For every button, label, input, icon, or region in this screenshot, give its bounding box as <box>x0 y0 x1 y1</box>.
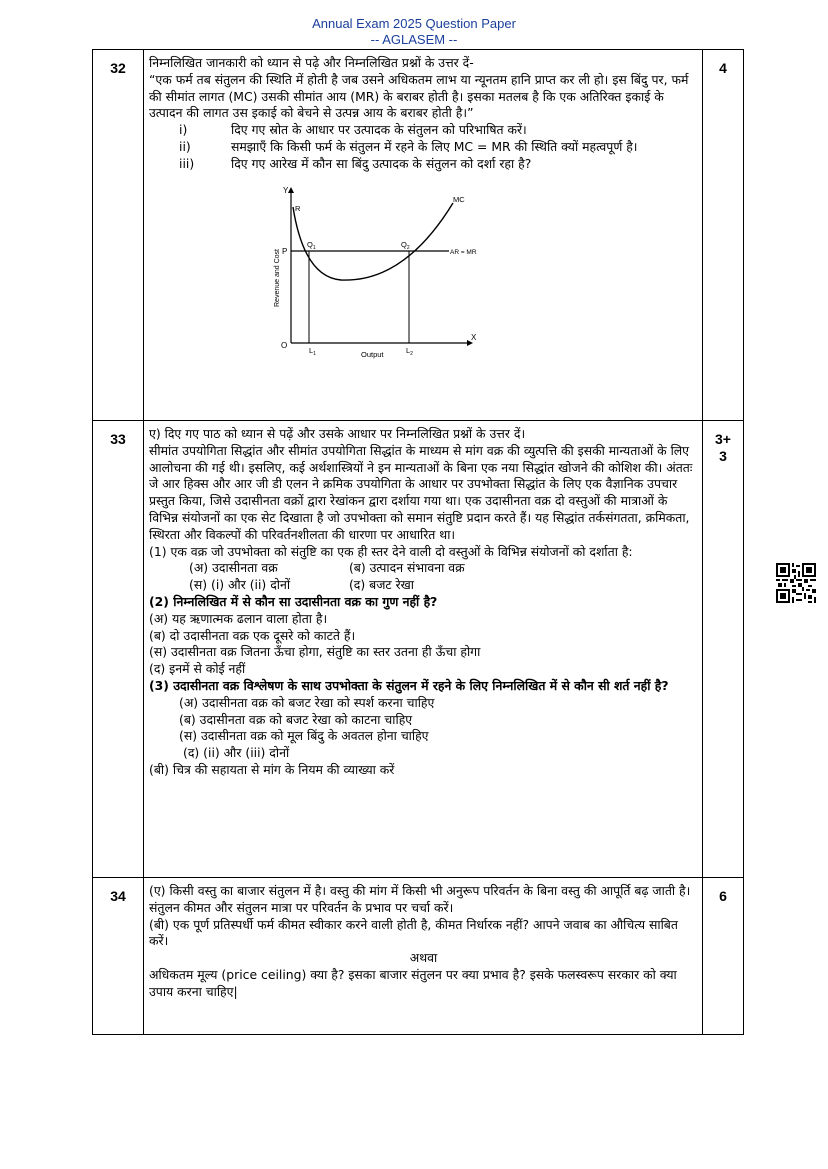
question-body <box>144 878 703 1035</box>
question-number: 32 <box>93 50 144 421</box>
mcq-option: (स) (i) और (ii) दोनों <box>189 577 291 593</box>
question-intro: निम्नलिखित जानकारी को ध्यान से पढ़े और निम्नलिखित प्रश्नों के उत्तर दें- <box>149 55 474 70</box>
l1-label: $L_1$ <box>309 345 316 357</box>
q2-label: $Q_2$ <box>401 239 410 251</box>
equilibrium-diagram <box>269 185 479 367</box>
mc-label: MC <box>453 194 465 204</box>
question-part-b: (बी) एक पूर्ण प्रतिस्पर्धी फर्म कीमत स्वीकार करने वाली होती है, कीमत निर्धारक नहीं? आपने जवाब का औचित्य साबित करें। <box>149 916 678 949</box>
header-title: Annual Exam 2025 Question Paper <box>312 16 516 31</box>
sub-question <box>149 139 698 156</box>
mcq-1-options-row <box>149 560 698 577</box>
price-label: P <box>282 246 288 256</box>
question-number: 33 <box>93 421 144 878</box>
mcq-1-options-row <box>149 577 698 594</box>
mcq-option: (ब) दो उदासीनता वक्र एक दूसरे को काटते हैं। <box>149 627 356 643</box>
question-part-a: (ए) किसी वस्तु का बाजार संतुलन में है। वस्तु की मांग में किसी भी अनुरूप परिवर्तन के बिना वस्तु की आपूर्ति बढ़ जाती है। संतुलन कीमत और संतुलन मात्रा पर परिवर्तन के प्रभाव पर चर्चा करें। <box>149 883 691 915</box>
q1-label: $Q_1$ <box>307 239 316 251</box>
question-intro: ए) दिए गए पाठ को ध्यान से पढ़ें और उसके आधार पर निम्नलिखित प्रश्नों के उत्तर दें। <box>149 426 526 441</box>
sub-question-number: i) <box>179 122 188 138</box>
question-alternative: अधिकतम मूल्य (price ceiling) क्या है? इसका बाजार संतुलन पर क्या प्रभाव है? इसके फलस्वरूप सरकार को क्या उपाय करना चाहिए| <box>149 966 677 999</box>
r-label: R <box>295 203 301 213</box>
mcq-option: (स) उदासीनता वक्र को मूल बिंदु के अवतल होना चाहिए <box>179 728 429 744</box>
question-table <box>92 49 744 1035</box>
mcq-3-text: (3) उदासीनता वक्र विश्लेषण के साथ उपभोक्ता के संतुलन में रहने के लिए निम्नलिखित में से कौन सी शर्त नहीं है? <box>149 677 669 693</box>
sub-question-text: दिए गए आरेख में कौन सा बिंदु उत्पादक के संतुलन को दर्शा रहा है? <box>231 155 532 171</box>
header-subtitle: -- AGLASEM -- <box>370 32 458 47</box>
question-body <box>144 421 703 878</box>
y-axis-label: Y <box>283 185 289 195</box>
question-passage: सीमांत उपयोगिता सिद्धांत और सीमांत उपयोगिता सिद्धांत के माध्यम से मांग वक्र की व्युत्पत्ति की इसकी मान्यताओं के लिए आलोचना की गई थी। इसलिए, कई अर्थशास्त्रियों ने इन मान्यताओं के बिना एक नया सिद्धांत खोजने की कोशिश की। अंततः जे आर हिक्स और आर जी डी एलन ने क्रमिक उपयोगिता के आधार पर उपभोक्ता सिद्धांत के लिए एक वैज्ञानिक उपचार प्रस्तुत किया, जिसे उदासीनता वक्रों द्वारा रेखांकन द्वारा दर्शाया गया था। एक उदासीनता वक्र दो वस्तुओं की मात्राओं के विभिन्न संयोजनों का एक सेट दिखाता है जो उपभोक्ता को समान संतुष्टि प्रदान करते हैं। यह सिद्धांत तर्कसंगतता, क्रमिकता, स्थिरता और विकल्पों की परिवर्तनशीलता की धारणा पर आधारित था। <box>149 442 693 542</box>
y-axis-title: Revenue and Cost <box>274 248 281 307</box>
question-passage: “एक फर्म तब संतुलन की स्थिति में होती है जब उसने अधिकतम लाभ या न्यूनतम हानि प्राप्त कर ली हो। इस बिंदु पर, फर्म की सीमांत लागत (MC) उसकी सीमांत आय (MR) के बराबर होती है। इसका मतलब है कि एक अतिरिक्त इकाई के उत्पादन की लागत उस इकाई को बेचने से उत्पन्न आय के बराबर होती है।” <box>149 71 689 121</box>
sub-question-number: ii) <box>179 138 191 154</box>
x-axis-label: X <box>471 332 477 342</box>
mcq-option: (द) इनमें से कोई नहीं <box>149 661 246 677</box>
qr-code-icon <box>776 563 816 603</box>
mcq-2-text: (2) निम्नलिखित में से कौन सा उदासीनता वक्र का गुण नहीं है? <box>149 593 438 609</box>
question-row-32 <box>93 50 744 421</box>
question-marks <box>703 421 744 878</box>
l2-label: $L_2$ <box>406 345 413 357</box>
question-part-b: (बी) चित्र की सहायता से मांग के नियम की व्याख्या करें <box>149 761 395 777</box>
x-axis-title: Output <box>361 349 384 359</box>
y-axis-arrow <box>288 187 294 193</box>
sub-question-text: समझाएँ कि किसी फर्म के संतुलन में रहने के लिए MC = MR की स्थिति क्यों महत्वपूर्ण है। <box>231 138 638 154</box>
mcq-option: (अ) उदासीनता वक्र को बजट रेखा को स्पर्श करना चाहिए <box>179 694 435 710</box>
mcq-option: (द) बजट रेखा <box>348 577 415 593</box>
marks-line: 3 <box>719 448 727 464</box>
question-row-34 <box>93 878 744 1035</box>
question-marks: 4 <box>703 50 744 421</box>
mc-curve <box>293 203 453 280</box>
sub-question <box>149 122 698 139</box>
question-body <box>144 50 703 421</box>
question-marks: 6 <box>703 878 744 1035</box>
mcq-option: (द) (ii) और (iii) दोनों <box>183 745 290 761</box>
question-row-33 <box>93 421 744 878</box>
origin-label: O <box>281 340 288 350</box>
mcq-1-text: (1) एक वक्र जो उपभोक्ता को संतुष्टि का एक ही स्तर देने वाली दो वस्तुओं के विभिन्न संयोजनों को दर्शाता है: <box>149 543 633 559</box>
question-number: 34 <box>93 878 144 1035</box>
sub-question-text: दिए गए स्रोत के आधार पर उत्पादक के संतुलन को परिभाषित करें। <box>231 122 527 138</box>
mcq-option: (अ) उदासीनता वक्र <box>189 560 278 576</box>
mcq-option: (स) उदासीनता वक्र जितना ऊँचा होगा, संतुष्टि का स्तर उतना ही ऊँचा होगा <box>149 644 481 660</box>
page-header <box>0 16 828 48</box>
marks-line: 3+ <box>715 431 731 447</box>
mcq-option: (ब) उदासीनता वक्र को बजट रेखा को काटना चाहिए <box>179 711 413 727</box>
or-separator: अथवा <box>409 950 438 966</box>
mcq-option: (ब) उत्पादन संभावना वक्र <box>348 560 465 576</box>
sub-question-number: iii) <box>179 155 195 171</box>
ar-mr-label: AR = MR <box>450 248 477 256</box>
sub-question <box>149 156 698 173</box>
mcq-option: (अ) यह ऋणात्मक ढलान वाला होता है। <box>149 610 328 626</box>
